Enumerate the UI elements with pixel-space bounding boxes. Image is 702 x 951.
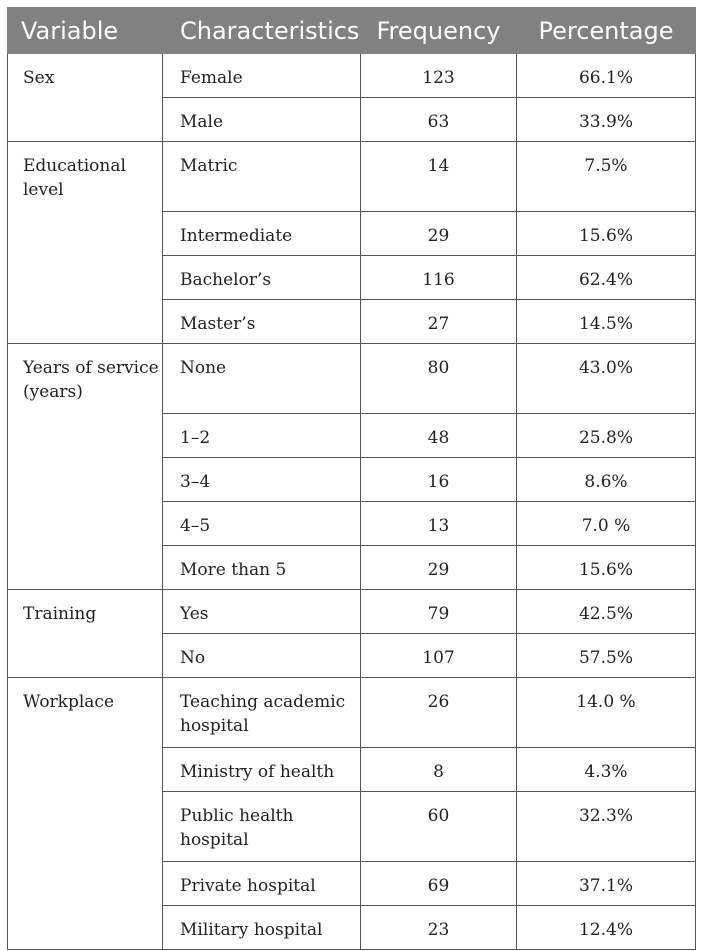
frequency-cell: 23 <box>361 906 517 950</box>
frequency-cell: 63 <box>361 98 517 142</box>
header-row <box>8 8 696 54</box>
table-row <box>8 54 696 98</box>
frequency-cell: 80 <box>361 344 517 414</box>
characteristic-cell: No <box>163 634 361 678</box>
characteristic-cell: Matric <box>163 142 361 212</box>
characteristic-cell: Private hospital <box>163 862 361 906</box>
percentage-cell: 12.4% <box>517 906 696 950</box>
percentage-cell: 7.0 % <box>517 502 696 546</box>
percentage-cell: 37.1% <box>517 862 696 906</box>
frequency-cell: 29 <box>361 212 517 256</box>
percentage-cell: 4.3% <box>517 748 696 792</box>
characteristic-cell: Female <box>163 54 361 98</box>
header-frequency: Frequency <box>361 8 517 54</box>
characteristic-cell: 3–4 <box>163 458 361 502</box>
variable-sex: Sex <box>8 54 163 142</box>
frequency-cell: 13 <box>361 502 517 546</box>
frequency-cell: 16 <box>361 458 517 502</box>
frequency-cell: 107 <box>361 634 517 678</box>
frequency-cell: 116 <box>361 256 517 300</box>
header-variable: Variable <box>8 8 163 54</box>
characteristic-cell: Yes <box>163 590 361 634</box>
percentage-cell: 14.0 % <box>517 678 696 748</box>
frequency-cell: 48 <box>361 414 517 458</box>
frequency-cell: 8 <box>361 748 517 792</box>
demographics-table <box>7 7 696 950</box>
percentage-cell: 42.5% <box>517 590 696 634</box>
percentage-cell: 15.6% <box>517 546 696 590</box>
percentage-cell: 7.5% <box>517 142 696 212</box>
frequency-cell: 14 <box>361 142 517 212</box>
percentage-cell: 15.6% <box>517 212 696 256</box>
percentage-cell: 43.0% <box>517 344 696 414</box>
characteristic-cell: Intermediate <box>163 212 361 256</box>
percentage-cell: 25.8% <box>517 414 696 458</box>
frequency-cell: 60 <box>361 792 517 862</box>
table-row <box>8 142 696 212</box>
header-characteristics: Characteristics <box>163 8 361 54</box>
variable-workplace: Workplace <box>8 678 163 950</box>
frequency-cell: 123 <box>361 54 517 98</box>
characteristic-cell: 1–2 <box>163 414 361 458</box>
percentage-cell: 62.4% <box>517 256 696 300</box>
table-row <box>8 678 696 748</box>
characteristic-cell: Public health hospital <box>163 792 361 862</box>
characteristic-cell: Ministry of health <box>163 748 361 792</box>
characteristic-cell: None <box>163 344 361 414</box>
frequency-cell: 69 <box>361 862 517 906</box>
variable-educational-level: Educational level <box>8 142 163 344</box>
characteristic-cell: 4–5 <box>163 502 361 546</box>
table-row <box>8 590 696 634</box>
frequency-cell: 29 <box>361 546 517 590</box>
header-percentage: Percentage <box>517 8 696 54</box>
characteristic-cell: Bachelor’s <box>163 256 361 300</box>
percentage-cell: 8.6% <box>517 458 696 502</box>
frequency-cell: 27 <box>361 300 517 344</box>
characteristic-cell: More than 5 <box>163 546 361 590</box>
frequency-cell: 26 <box>361 678 517 748</box>
table-row <box>8 344 696 414</box>
variable-years-of-service: Years of service (years) <box>8 344 163 590</box>
percentage-cell: 66.1% <box>517 54 696 98</box>
percentage-cell: 33.9% <box>517 98 696 142</box>
characteristic-cell: Male <box>163 98 361 142</box>
percentage-cell: 14.5% <box>517 300 696 344</box>
characteristic-cell: Military hospital <box>163 906 361 950</box>
variable-training: Training <box>8 590 163 678</box>
characteristic-cell: Teaching academic hospital <box>163 678 361 748</box>
characteristic-cell: Master’s <box>163 300 361 344</box>
percentage-cell: 32.3% <box>517 792 696 862</box>
frequency-cell: 79 <box>361 590 517 634</box>
percentage-cell: 57.5% <box>517 634 696 678</box>
